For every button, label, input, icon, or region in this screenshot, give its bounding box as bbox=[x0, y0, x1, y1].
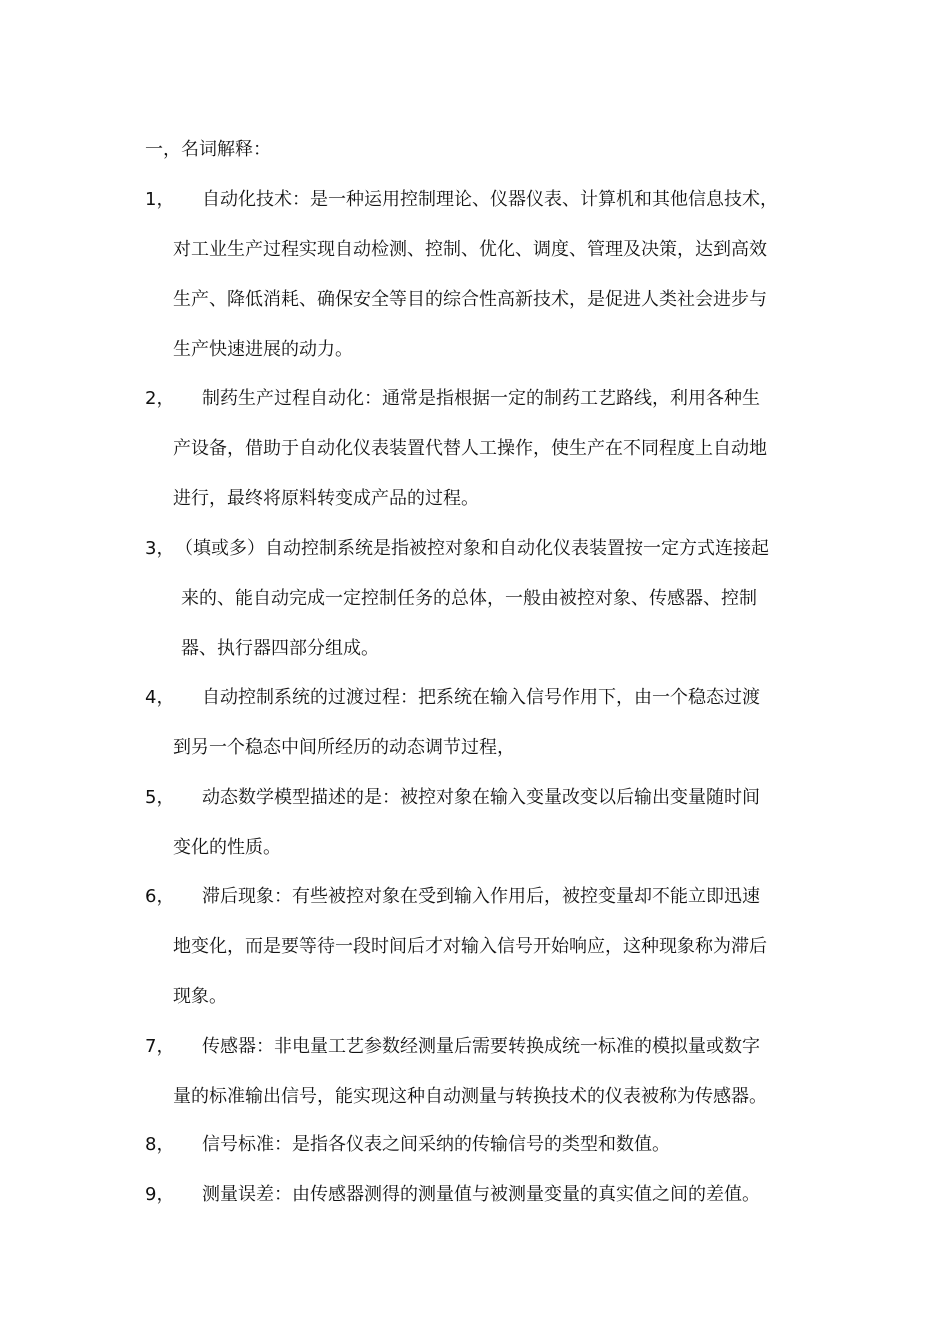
item-line: 变化的性质。 bbox=[173, 837, 281, 858]
item-line: 地变化，而是要等待一段时间后才对输入信号开始响应，这种现象称为滞后 bbox=[173, 936, 767, 957]
item-line: 滞后现象：有些被控对象在受到输入作用后，被控变量却不能立即迅速 bbox=[202, 886, 760, 907]
item-line: 传感器：非电量工艺参数经测量后需要转换成统一标准的模拟量或数字 bbox=[202, 1036, 760, 1057]
item-line: 自动化技术：是一种运用控制理论、仪器仪表、计算机和其他信息技术， bbox=[202, 189, 778, 210]
item-number: 2， bbox=[145, 388, 175, 409]
item-line: 到另一个稳态中间所经历的动态调节过程， bbox=[173, 737, 515, 758]
item-number: 5， bbox=[145, 787, 175, 808]
item-line: 信号标准：是指各仪表之间采纳的传输信号的类型和数值。 bbox=[202, 1134, 670, 1155]
item-line: 生产快速进展的动力。 bbox=[173, 339, 353, 360]
item-line: 制药生产过程自动化：通常是指根据一定的制药工艺路线，利用各种生 bbox=[202, 388, 760, 409]
item-line: 现象。 bbox=[173, 986, 227, 1007]
item-line: 器、执行器四部分组成。 bbox=[181, 638, 379, 659]
item-number: 7， bbox=[145, 1036, 175, 1057]
item-line: 动态数学模型描述的是：被控对象在输入变量改变以后输出变量随时间 bbox=[202, 787, 760, 808]
item-line: 进行，最终将原料转变成产品的过程。 bbox=[173, 488, 479, 509]
item-line: 生产、降低消耗、确保安全等目的综合性高新技术，是促进人类社会进步与 bbox=[173, 289, 767, 310]
item-line: （填或多）自动控制系统是指被控对象和自动化仪表装置按一定方式连接起 bbox=[175, 538, 769, 559]
item-number: 3， bbox=[145, 538, 175, 559]
item-line: 对工业生产过程实现自动检测、控制、优化、调度、管理及决策，达到高效 bbox=[173, 239, 767, 260]
item-number: 6， bbox=[145, 886, 175, 907]
item-number: 9， bbox=[145, 1184, 175, 1205]
item-number: 1， bbox=[145, 189, 175, 210]
item-line: 量的标准输出信号，能实现这种自动测量与转换技术的仪表被称为传感器。 bbox=[173, 1086, 767, 1107]
item-number: 8， bbox=[145, 1134, 175, 1155]
section-heading: 一，名词解释： bbox=[145, 139, 271, 160]
item-number: 4， bbox=[145, 687, 175, 708]
item-line: 来的、能自动完成一定控制任务的总体，一般由被控对象、传感器、控制 bbox=[181, 588, 757, 609]
item-line: 产设备，借助于自动化仪表装置代替人工操作，使生产在不同程度上自动地 bbox=[173, 438, 767, 459]
item-line: 测量误差：由传感器测得的测量值与被测量变量的真实值之间的差值。 bbox=[202, 1184, 760, 1205]
item-line: 自动控制系统的过渡过程：把系统在输入信号作用下，由一个稳态过渡 bbox=[202, 687, 760, 708]
